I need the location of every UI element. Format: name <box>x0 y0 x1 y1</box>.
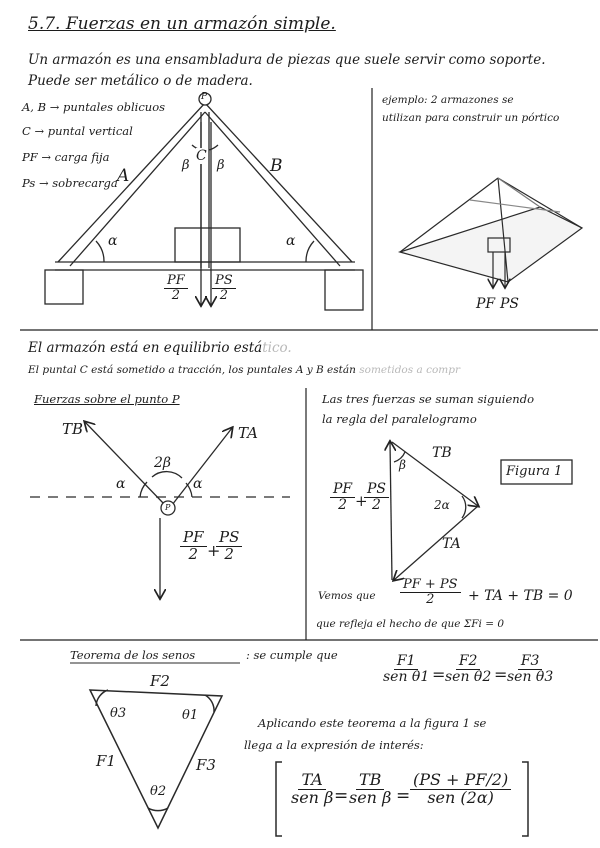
forces-label-ta: TA <box>238 424 259 442</box>
figure-load-ps: $\frac{PS}{2}$ <box>364 482 389 512</box>
forces-label-alpha-right: α <box>193 476 203 492</box>
legend-struts-ab: A, B → puntales oblicuos <box>22 100 166 114</box>
forces-load-ps: $\frac{PS}{2}$ <box>216 530 242 563</box>
figure-1-label: Figura 1 <box>506 464 563 479</box>
forces-plus: + <box>207 541 221 560</box>
truss-label-b: B <box>270 156 283 176</box>
applying-line-1: Aplicando este teorema a la figura 1 se <box>258 716 487 730</box>
applying-line-2: llega a la expresión de interés: <box>244 738 424 752</box>
truss-load-ps: $\frac{PS}{2}$ <box>212 274 236 302</box>
figure-label-2alpha: 2α <box>434 498 450 512</box>
legend-ps: Ps → sobrecarga <box>22 176 118 190</box>
tri-label-theta2: θ2 <box>150 784 167 799</box>
figure-1-triangle <box>390 442 572 580</box>
truss-load-pf: $\frac{PF}{2}$ <box>164 274 188 302</box>
forces-label-alpha-left: α <box>116 476 126 492</box>
legend-pf: PF → carga fija <box>22 150 110 164</box>
forces-load-pf: $\frac{PF}{2}$ <box>180 530 207 563</box>
forces-label-2beta: 2β <box>154 455 172 471</box>
tri-label-theta1: θ1 <box>182 708 199 723</box>
forces-heading: Fuerzas sobre el punto P <box>34 392 180 406</box>
vector-eq-prefix: Vemos que <box>318 590 376 602</box>
vector-eq-line-2: que refleja el hecho de que ΣFi = 0 <box>316 618 505 630</box>
figure-load-pf: $\frac{PF}{2}$ <box>330 482 355 512</box>
final-eq-equals-2: = <box>396 786 411 806</box>
tri-label-f1: F1 <box>96 752 116 770</box>
sine-eq-f1: F1 sen θ1 <box>383 653 430 685</box>
forces-label-tb: TB <box>62 420 84 438</box>
figure-label-tb: TB <box>432 445 452 461</box>
intro-line-2: Puede ser metálico o de madera. <box>28 73 253 89</box>
final-eq-ta: TA sen β <box>291 770 334 807</box>
legend-strut-c: C → puntal vertical <box>22 124 133 138</box>
parallelogram-line-1: Las tres fuerzas se suman siguiendo <box>322 392 534 406</box>
parallelogram-line-2: la regla del paralelogramo <box>322 412 477 426</box>
final-eq-tb: TB sen β <box>349 770 392 807</box>
vector-eq-fraction: $\frac{PF + PS}{2}$ <box>400 578 461 606</box>
example-label-pf: PF <box>476 296 496 312</box>
equilibrium-line-1: El armazón está en equilibrio estático. <box>28 340 292 356</box>
truss-label-beta-right: β <box>217 158 225 173</box>
sine-eq-f3: F3 sen θ3 <box>507 653 554 685</box>
truss-label-p: P <box>201 92 208 102</box>
truss-label-alpha-right: α <box>286 233 296 249</box>
truss-label-beta-left: β <box>182 158 190 173</box>
intro-line-1: Un armazón es una ensambladura de piezas que suele servir como soporte. <box>28 52 546 68</box>
sine-eq-equals-2: = <box>494 665 508 684</box>
final-eq-equals-1: = <box>334 786 349 806</box>
sine-eq-equals-1: = <box>432 665 446 684</box>
forces-label-p: P <box>165 503 171 512</box>
tri-label-f3: F3 <box>196 756 216 774</box>
example-label-ps: PS <box>500 296 520 312</box>
final-eq-load: (PS + PF/2) sen (2α) <box>410 772 511 807</box>
tri-label-f2: F2 <box>150 672 170 690</box>
sine-eq-f2: F2 sen θ2 <box>445 653 492 685</box>
figure-plus: + <box>355 492 368 510</box>
example-line-2: utilizan para construir un pórtico <box>382 112 560 124</box>
tri-label-theta3: θ3 <box>110 706 127 721</box>
section-title: 5.7. Fuerzas en un armazón simple. <box>28 14 336 34</box>
sine-theorem-statement: : se cumple que <box>246 648 338 662</box>
sine-theorem-heading: Teorema de los senos <box>70 648 196 662</box>
vector-eq-rest: + TA + TB = 0 <box>468 588 573 604</box>
truss-label-alpha-left: α <box>108 233 118 249</box>
truss-label-a: A <box>117 166 130 186</box>
example-pyramid <box>400 178 582 287</box>
figure-label-ta: TA <box>442 536 461 552</box>
truss-label-c: C <box>196 148 207 164</box>
figure-label-beta: β <box>399 458 406 472</box>
equilibrium-line-2: El puntal C está sometido a tracción, los puntales A y B están sometidos a compr <box>28 364 460 376</box>
forces-on-p-diagram <box>30 422 290 598</box>
example-line-1: ejemplo: 2 armazones se <box>382 94 514 106</box>
